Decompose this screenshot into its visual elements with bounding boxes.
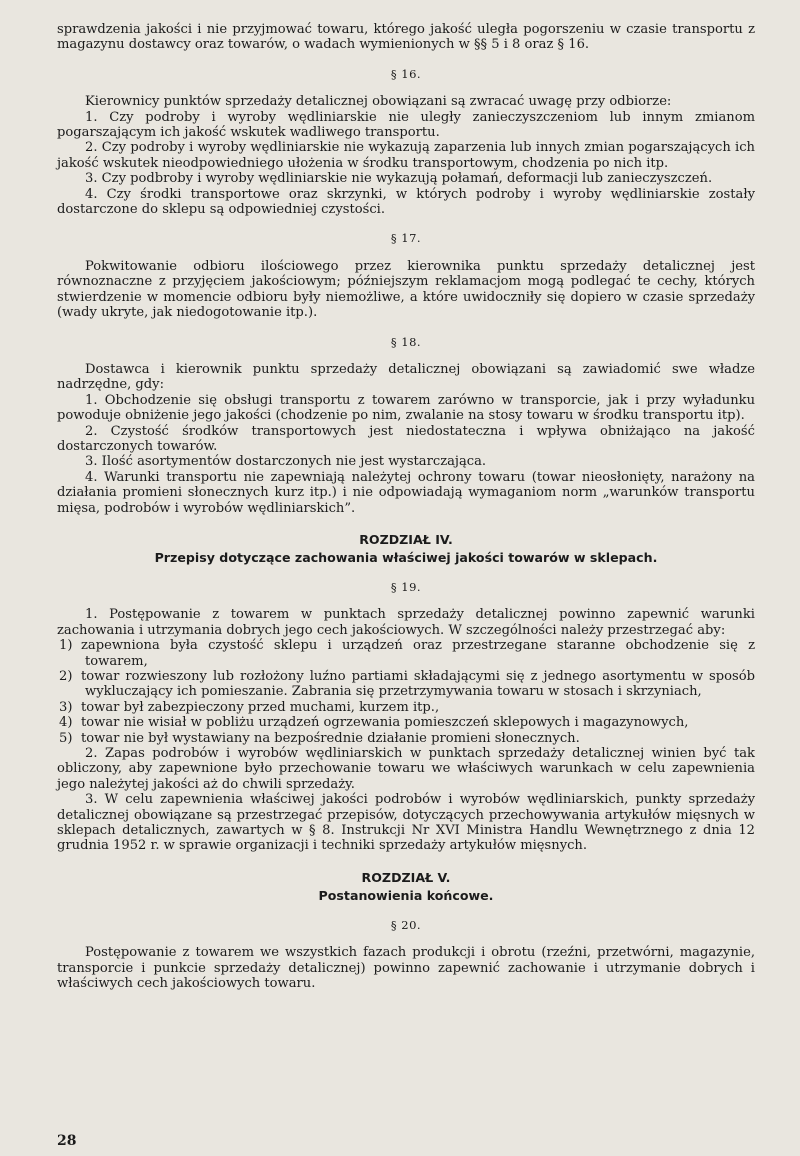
subitem-number: 4) [59, 715, 73, 731]
subitem-text: towar był zabezpieczony przed muchami, kurzem itp., [81, 699, 440, 715]
section-19-subitem [57, 715, 755, 730]
chapter-5-title: Postanowienia końcowe. [318, 887, 494, 903]
section-16-item: 3. Czy podbroby i wyroby wędliniarskie nie wykazują połamań, deformacji lub zanieczyszczeń. [85, 171, 713, 187]
section-18-item: 2. Czystość środków transportowych jest niedostateczna i wpływa obniżająco na jakość dostarczonych towarów. [57, 423, 755, 454]
section-17-text: Pokwitowanie odbioru ilościowego przez kierownika punktu sprzedaży detalicznej jest równoznaczne z przyjęciem jakościowym; późniejszym reklamacjom mogą podlegać te cechy, których stwierdzenie w momencie odbioru były niemożliwe, a które uwidoczniły się dopiero w czasie sprzedaży (wady ukryte, jak niedogotowanie itp.). [57, 258, 755, 321]
chapter-4-title: Przepisy dotyczące zachowania właściwej jakości towarów w sklepach. [154, 549, 658, 565]
section-16-lead: Kierownicy punktów sprzedaży detalicznej obowiązani są zwracać uwagę przy odbiorze: [85, 94, 672, 110]
section-18-lead: Dostawca i kierownik punktu sprzedaży detalicznej obowiązani są zawiadomić swe władze nadrzędne, gdy: [57, 361, 755, 393]
section-17-heading: § 17. [390, 231, 422, 246]
section-19-heading: § 19. [390, 579, 422, 594]
section-19-subitem [57, 700, 755, 715]
section-20-text: Postępowanie z towarem we wszystkich fazach produkcji i obrotu (rzeźni, przetwórni, magazynie, transporcie i punkcie sprzedaży detalicznej) powinno zapewnić zachowanie i utrzymanie dobrych i właściwych cech jakościowych towaru. [57, 945, 755, 992]
section-16-item: 1. Czy podroby i wyroby wędliniarskie nie uległy zanieczyszczeniom lub innym zmianom pogarszającym ich jakość wskutek wadliwego transportu. [57, 109, 755, 141]
intro-paragraph: sprawdzenia jakości i nie przyjmować towaru, którego jakość uległa pogorszeniu w czasie transportu z magazynu dostawcy oraz towarów, o wadach wymienionych w §§ 5 i 8 oraz § 16. [57, 22, 755, 53]
subitem-number: 2) [59, 669, 73, 684]
subitem-number: 5) [59, 730, 73, 746]
chapter-4-heading: ROZDZIAŁ IV. [359, 531, 453, 547]
subitem-text: towar nie był wystawiany na bezpośrednie działanie promieni słonecznych. [81, 730, 580, 746]
section-19-subitem [57, 638, 755, 669]
section-19-paragraph-2: 2. Zapas podrobów i wyrobów wędliniarskich w punktach sprzedaży detalicznej winien być tak obliczony, aby zapewnione było przechowanie towaru we właściwych warunkach w celu zapewnienia jego należytej jakości aż do chwili sprzedaży. [57, 746, 755, 792]
section-19-subitem [57, 731, 755, 746]
section-16-item: 4. Czy środki transportowe oraz skrzynki, w których podroby i wyroby wędliniarskie zostały dostarczone do sklepu są odpowiedniej czystości. [57, 186, 755, 218]
subitem-text: towar rozwieszony lub rozłożony luźno partiami składającymi się z jednego asortymentu w sposób wykluczający ich pomieszanie. Zabrania się przetrzymywania towaru w stosach i skrzyniach, [81, 669, 755, 700]
section-18-item: 3. Ilość asortymentów dostarczonych nie jest wystarczająca. [85, 454, 487, 470]
section-20-heading: § 20. [390, 917, 422, 932]
subitem-number: 3) [59, 699, 73, 715]
subitem-number: 1) [59, 638, 73, 654]
section-19-subitem [57, 669, 755, 700]
section-18-item: 4. Warunki transportu nie zapewniają należytej ochrony towaru (towar nieosłonięty, narażony na działania promieni słonecznych kurz itp.) i nie odpowiadają wymaganiom norm „warunków transportu mięsa, podrobów i wyrobów wędliniarskich”. [57, 469, 755, 516]
section-16-item: 2. Czy podroby i wyroby wędliniarskie nie wykazują zaparzenia lub innych zmian pogarszających ich jakość wskutek nieodpowiedniego ułożenia w środku transportowym, chodzenia po nich itp. [57, 140, 755, 171]
page-number: 28 [57, 1133, 77, 1149]
section-18-heading: § 18. [390, 334, 422, 349]
subitem-text: towar nie wisiał w pobliżu urządzeń ogrzewania pomieszczeń sklepowych i magazynowych, [81, 715, 689, 731]
section-19-paragraph-3: 3. W celu zapewnienia właściwej jakości podrobów i wyrobów wędliniarskich, punkty sprzedaży detalicznej obowiązane są przestrzegać przepisów, dotyczących przechowywania artykułów mięsnych w sklepach detalicznych, zawartych w § 8. Instrukcji Nr XVI Ministra Handlu Wewnętrznego z dnia 12 grudnia 1952 r. w sprawie organizacji i techniki sprzedaży artykułów mięsnych. [57, 792, 755, 854]
subitem-text: zapewniona była czystość sklepu i urządzeń oraz przestrzegane staranne obchodzenie się z towarem, [81, 638, 755, 669]
section-18-item: 1. Obchodzenie się obsługi transportu z towarem zarówno w transporcie, jak i przy wyładunku powoduje obniżenie jego jakości (chodzenie po nim, zwalanie na stosy towaru w środku transportu itp). [57, 392, 755, 424]
document-page [57, 22, 755, 992]
section-16-heading: § 16. [390, 66, 422, 81]
section-19-paragraph-1: 1. Postępowanie z towarem w punktach sprzedaży detalicznej powinno zapewnić warunki zachowania i utrzymania dobrych jego cech jakościowych. W szczególności należy przestrzegać aby: [57, 607, 755, 638]
chapter-5-heading: ROZDZIAŁ V. [361, 869, 451, 885]
